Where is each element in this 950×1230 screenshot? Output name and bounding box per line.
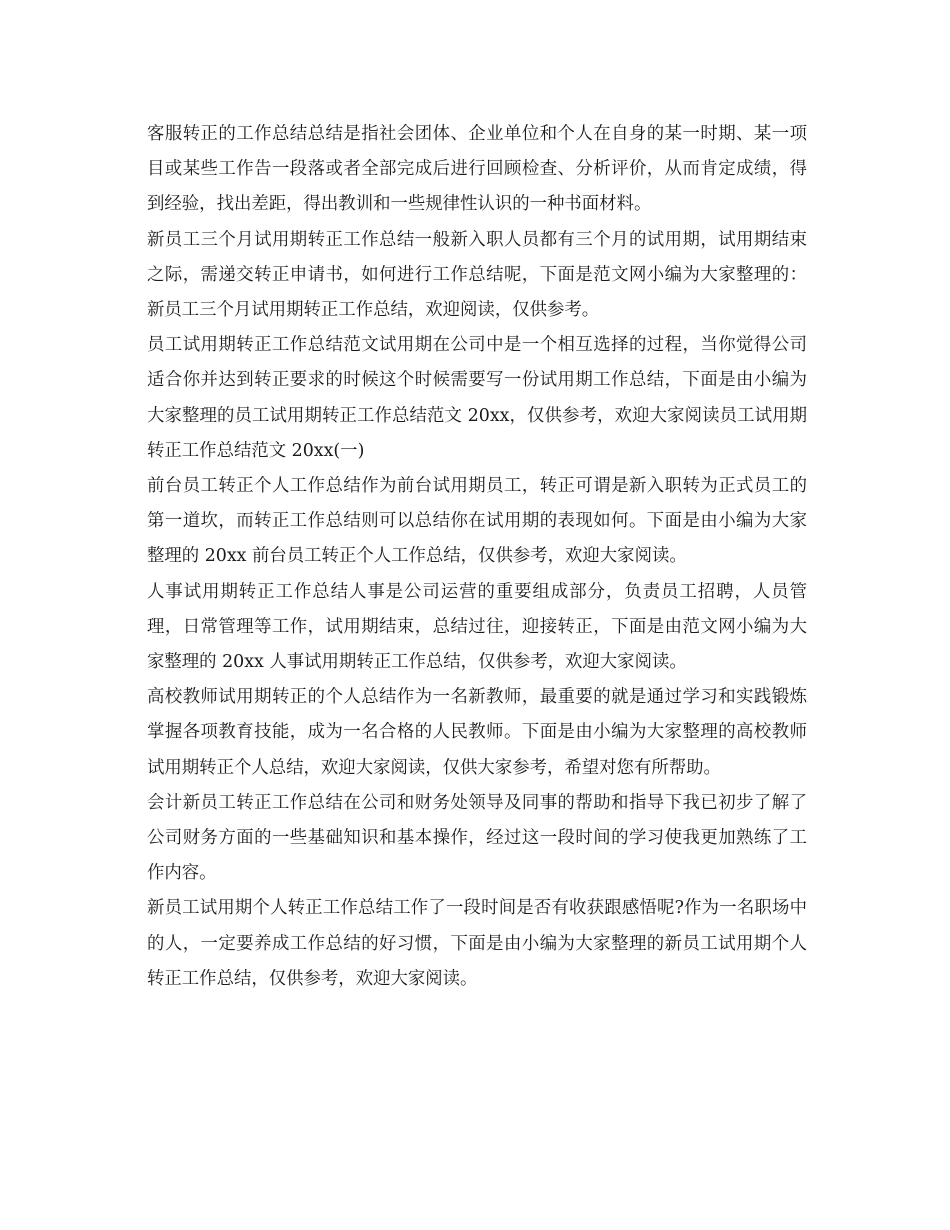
paragraph-1: 客服转正的工作总结总结是指社会团体、企业单位和个人在自身的某一时期、某一项目或某些工作告一段落或者全部完成后进行回顾检查、分析评价，从而肯定成绩，得到经验，找出差距，得出教训和一些规律性认识的一种书面材料。	[147, 124, 807, 215]
paragraph-5: 人事试用期转正工作总结人事是公司运营的重要组成部分，负责员工招聘，人员管理，日常管理等工作，试用期结束，总结过往，迎接转正，下面是由范文网小编为大家整理的 20xx 人事试用期转正工作总结，仅供参考，欢迎大家阅读。	[147, 581, 807, 673]
paragraph-4: 前台员工转正个人工作总结作为前台试用期员工，转正可谓是新入职转为正式员工的第一道坎，而转正工作总结则可以总结你在试用期的表现如何。下面是由小编为大家整理的 20xx 前台员工转正个人工作总结，仅供参考，欢迎大家阅读。	[147, 476, 807, 567]
paragraph-2: 新员工三个月试用期转正工作总结一般新入职人员都有三个月的试用期，试用期结束之际，需递交转正申请书，如何进行工作总结呢，下面是范文网小编为大家整理的：新员工三个月试用期转正工作总结，欢迎阅读，仅供参考。	[147, 229, 807, 321]
paragraph-8: 新员工试用期个人转正工作总结工作了一段时间是否有收获跟感悟呢?作为一名职场中的人，一定要养成工作总结的好习惯，下面是由小编为大家整理的新员工试用期个人转正工作总结，仅供参考，欢迎大家阅读。	[147, 898, 807, 989]
paragraph-3: 员工试用期转正工作总结范文试用期在公司中是一个相互选择的过程，当你觉得公司适合你并达到转正要求的时候这个时候需要写一份试用期工作总结，下面是由小编为大家整理的员工试用期转正工作总结范文 20xx，仅供参考，欢迎大家阅读员工试用期转正工作总结范文 20xx(一)	[147, 335, 807, 461]
paragraph-6: 高校教师试用期转正的个人总结作为一名新教师，最重要的就是通过学习和实践锻炼掌握各项教育技能，成为一名合格的人民教师。下面是由小编为大家整理的高校教师试用期转正个人总结，欢迎大家阅读，仅供大家参考，希望对您有所帮助。	[147, 687, 807, 778]
paragraph-7: 会计新员工转正工作总结在公司和财务处领导及同事的帮助和指导下我已初步了解了公司财务方面的一些基础知识和基本操作，经过这一段时间的学习使我更加熟练了工作内容。	[147, 792, 807, 884]
document-body	[147, 117, 807, 997]
